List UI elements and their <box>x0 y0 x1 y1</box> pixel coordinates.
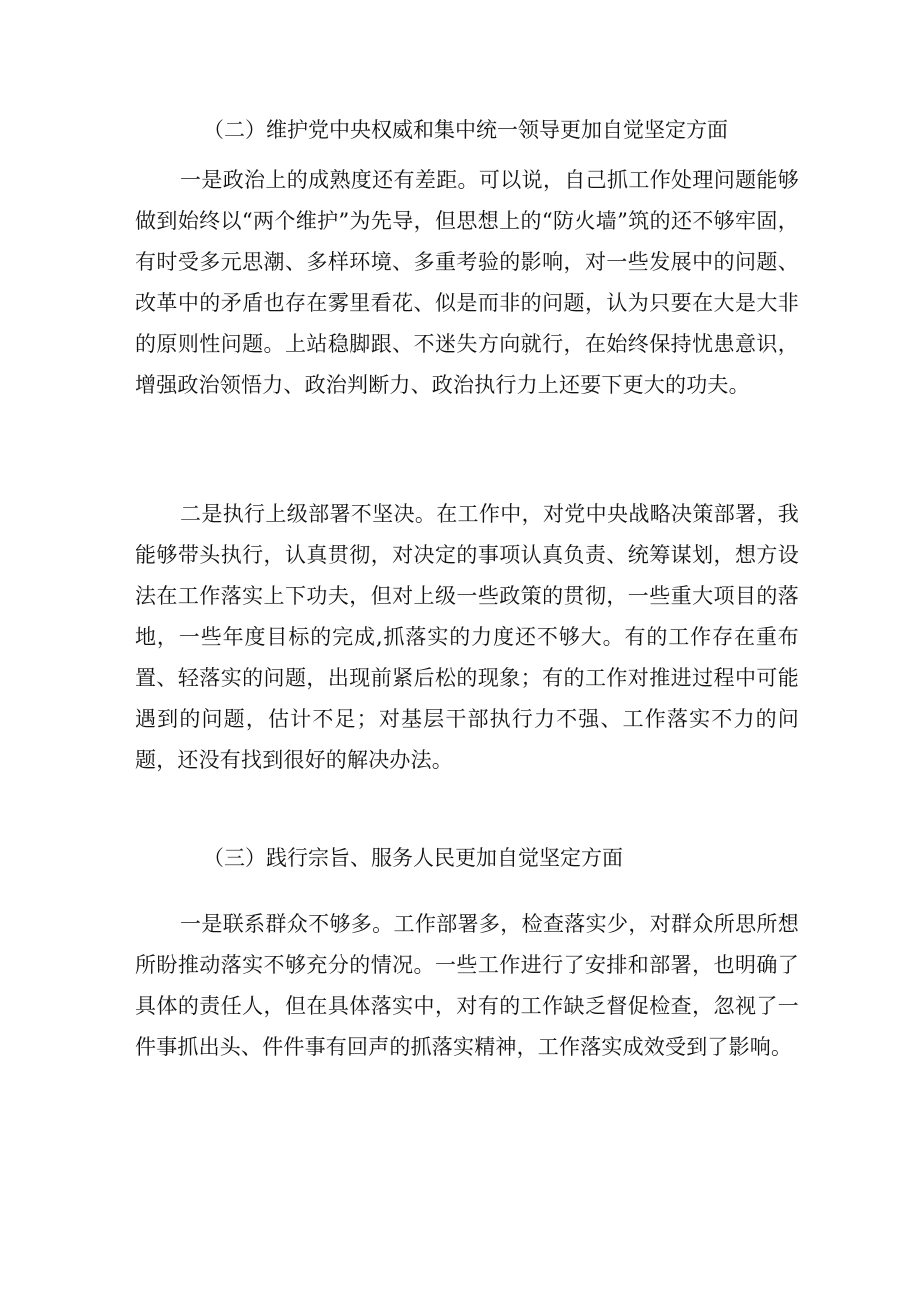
section-heading-3: （三）践行宗旨、服务人民更加自觉坚定方面 <box>203 846 623 870</box>
section-heading-2: （二）维护党中央权威和集中统一领导更加自觉坚定方面 <box>203 118 728 142</box>
paragraph-political-maturity: 一是政治上的成熟度还有差距。可以说，自己抓工作处理问题能够做到始终以“两个维护”为先导，但思想上的“防火墙”筑的还不够牢固，有时受多元思潮、多样环境、多重考验的影响，对一些发展中的问题、改革中的矛盾也存在雾里看花、似是而非的问题，认为只要在大是大非的原则性问题。上站稳脚跟、不迷失方向就行，在始终保持忧患意识，增强政治领悟力、政治判断力、政治执行力上还要下更大的功夫。 <box>135 168 799 397</box>
paragraph-contact-masses: 一是联系群众不够多。工作部署多，检查落实少，对群众所思所想所盼推动落实不够充分的情况。一些工作进行了安排和部署，也明确了具体的责任人，但在具体落实中，对有的工作缺乏督促检查，忽视了一件事抓出头、件件事有回声的抓落实精神，工作落实成效受到了影响。 <box>135 912 799 1059</box>
paragraph-execution: 二是执行上级部署不坚决。在工作中，对党中央战略决策部署，我能够带头执行，认真贯彻，对决定的事项认真负责、统筹谋划，想方设法在工作落实上下功夫，但对上级一些政策的贯彻，一些重大项目的落地，一些年度目标的完成,抓落实的力度还不够大。有的工作存在重布置、轻落实的问题，出现前紧后松的现象；有的工作对推进过程中可能遇到的问题，估计不足；对基层干部执行力不强、工作落实不力的问题，还没有找到很好的解决办法。 <box>135 502 799 772</box>
